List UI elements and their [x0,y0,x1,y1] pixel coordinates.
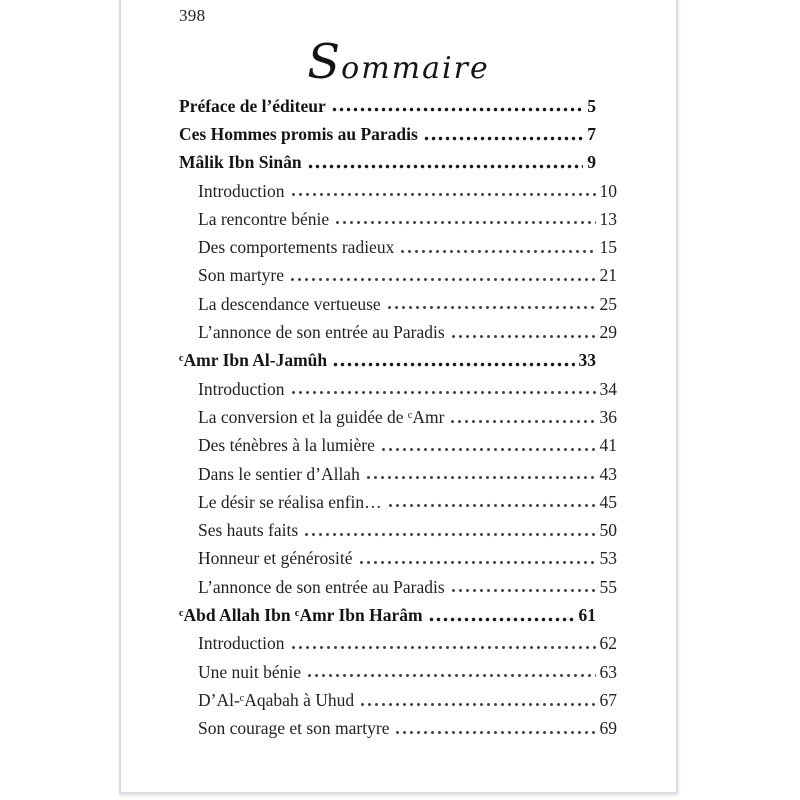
dot-leader [289,276,595,283]
toc-entry-page-number: 36 [599,406,617,427]
toc-entry-label: Honneur et générosité [198,548,353,569]
dot-leader [303,531,595,538]
toc-entry-page-number: 5 [587,95,596,116]
toc-entry [121,399,676,427]
toc-entry [121,626,676,654]
toc-entry [121,597,676,625]
toc-title: Sommaire [307,34,490,90]
toc-entry-page-number: 67 [599,689,617,710]
toc-entry-label: L’annonce de son entrée au Paradis [198,322,445,343]
toc-entry-label: Introduction [198,633,285,654]
page-folio-number: 398 [179,6,206,25]
book-page [119,0,678,794]
dot-leader [290,191,596,198]
dot-leader [380,446,596,453]
toc-entry-page-number: 53 [599,548,617,569]
toc-entry-label: ᶜAbd Allah Ibn ᶜAmr Ibn Harâm [179,605,423,626]
toc-entry-label: Introduction [198,378,285,399]
toc-entry [121,173,676,201]
toc-entry-label: Ces Hommes promis au Paradis [179,124,418,144]
dot-leader [450,333,596,340]
dot-leader [307,163,584,170]
toc-entry-page-number: 50 [599,520,617,541]
toc-entry-label: Des ténèbres à la lumière [198,435,375,456]
toc-entry-page-number: 55 [599,576,617,597]
toc-entry [121,88,676,116]
toc-entry [121,456,676,484]
toc-entry-page-number: 41 [599,435,617,456]
toc-entry [121,428,676,456]
dot-leader [449,418,595,425]
toc-entry [121,116,676,144]
toc-entry-page-number: 7 [587,124,596,144]
toc-entry-label: Le désir se réalisa enfin… [198,491,382,512]
toc-entry-label: Son martyre [198,265,285,286]
toc-entry-label: Une nuit bénie [198,661,302,682]
toc-entry-label: L’annonce de son entrée au Paradis [198,576,445,597]
toc-entry-label: Dans le sentier d’Allah [198,463,360,484]
dot-leader [332,361,574,368]
dot-leader [423,135,583,142]
dot-leader [450,587,596,594]
toc-entry-label: Ses hauts faits [198,520,299,541]
toc-entry [121,654,676,682]
dot-leader [394,729,595,736]
dot-leader [290,389,596,396]
toc-entry [121,201,676,229]
toc-entry [121,541,676,569]
dot-leader [399,248,595,255]
toc-entry-page-number: 21 [599,265,617,286]
dot-leader [386,304,596,311]
toc-entry-page-number: 43 [599,463,617,484]
dot-leader [334,219,595,226]
dot-leader [358,559,596,566]
toc-entry-label: Introduction [198,180,285,201]
toc-entry-page-number: 29 [599,322,617,343]
dot-leader [428,616,575,623]
toc-entry-page-number: 63 [599,661,617,682]
toc-entry-page-number: 13 [599,208,617,229]
toc-entry-page-number: 25 [599,293,617,314]
toc-list [121,88,676,739]
toc-entry-label: Des comportements radieux [198,237,395,258]
toc-entry-page-number: 69 [599,718,617,739]
toc-entry-page-number: 61 [578,605,596,626]
toc-entry-page-number: 9 [587,152,596,173]
toc-entry-page-number: 45 [599,491,617,512]
toc-entry [121,711,676,739]
toc-entry-label: Mâlik Ibn Sinân [179,152,302,173]
toc-entry-label: Préface de l’éditeur [179,95,326,116]
toc-entry [121,682,676,710]
toc-entry [121,343,676,371]
toc-entry-page-number: 15 [599,237,617,258]
toc-entry-label: La conversion et la guidée de ᶜAmr [198,406,445,427]
toc-entry-page-number: 33 [578,350,596,371]
toc-entry-page-number: 34 [599,378,617,399]
toc-entry-page-number: 62 [599,633,617,654]
toc-entry [121,314,676,342]
dot-leader [331,106,584,113]
toc-entry [121,512,676,540]
toc-entry-label: D’Al-ᶜAqabah à Uhud [198,689,355,710]
toc-entry [121,286,676,314]
dot-leader [290,644,596,651]
toc-entry-label: La rencontre bénie [198,208,330,229]
toc-entry [121,258,676,286]
dot-leader [359,701,595,708]
toc-entry-label: La descendance vertueuse [198,293,381,314]
toc-entry [121,371,676,399]
toc-entry [121,484,676,512]
toc-entry-label: Son courage et son martyre [198,718,390,739]
toc-entry-label: ᶜAmr Ibn Al-Jamûh [179,350,328,371]
toc-entry [121,569,676,597]
dot-leader [387,502,596,509]
toc-entry [121,145,676,173]
toc-entry-page-number: 10 [599,180,617,201]
dot-leader [306,672,595,679]
toc-entry [121,229,676,257]
dot-leader [365,474,596,481]
